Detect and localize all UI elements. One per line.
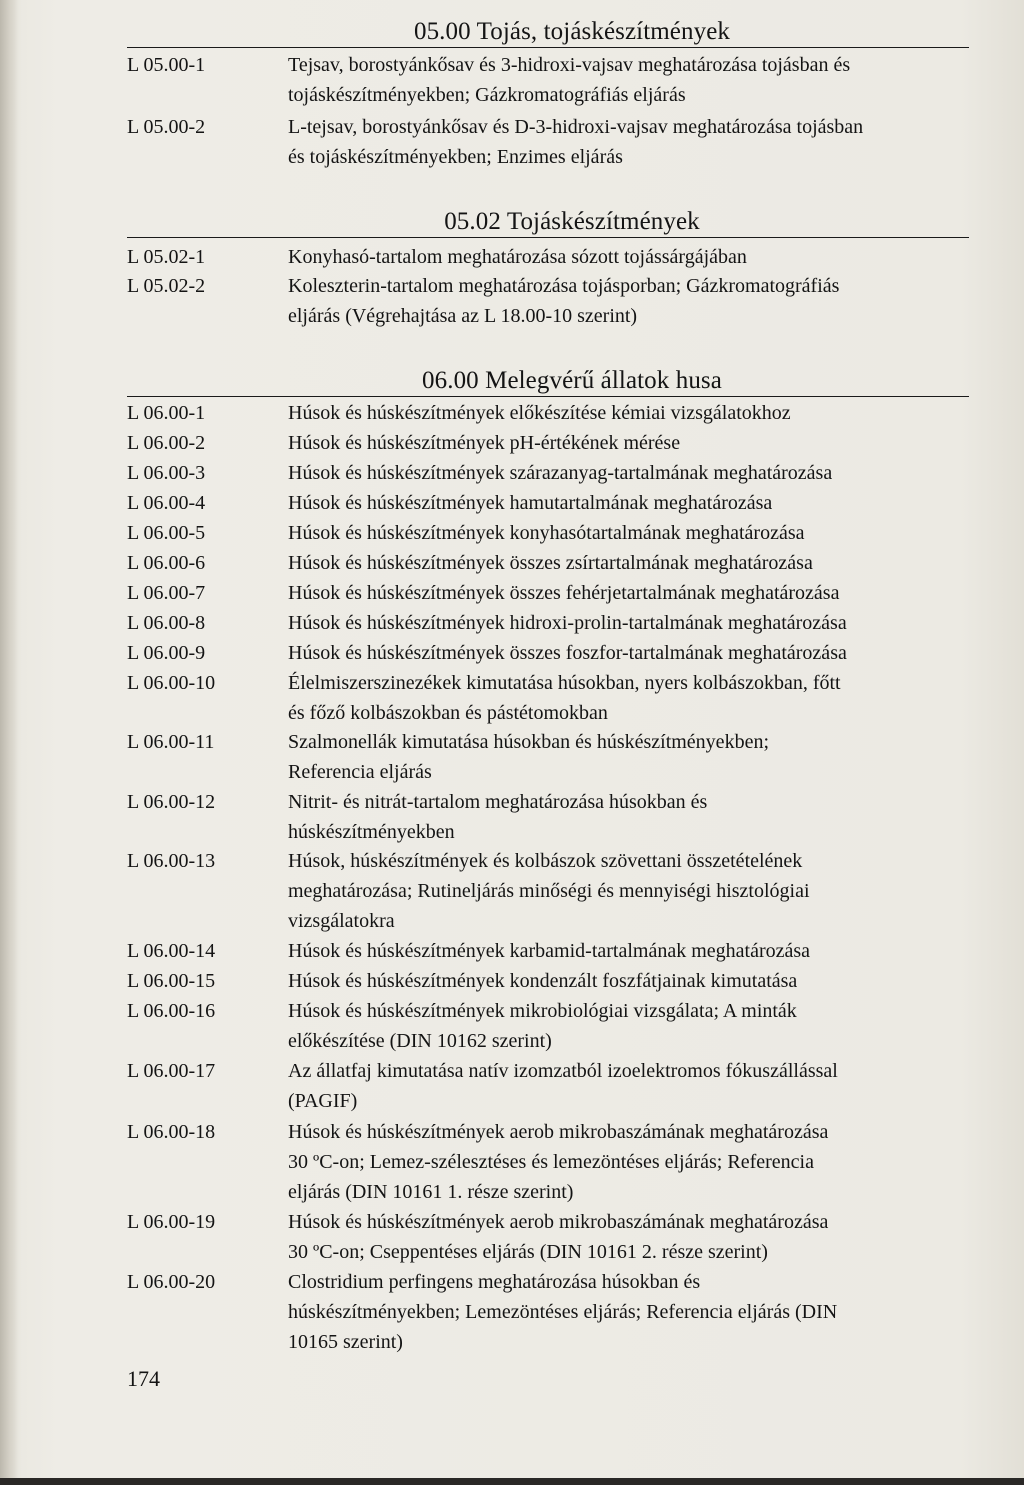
entry-code: L 06.00-19	[127, 1211, 216, 1233]
entry-description-line: Húsok és húskészítmények összes foszfor-tartalmának meghatározása	[288, 642, 847, 664]
section-heading-text: 05.00 Tojás, tojáskészítmények	[413, 18, 730, 45]
entry-description	[288, 112, 969, 172]
section-rule	[127, 47, 969, 48]
entry-code: L 06.00-7	[127, 582, 206, 604]
entry-description-line: Húsok és húskészítmények konyhasótartalmának meghatározása	[288, 522, 805, 544]
page-number: 174	[127, 1366, 160, 1391]
entry-code: L 06.00-11	[127, 731, 215, 753]
entry-code: L 06.00-20	[127, 1271, 216, 1293]
entry-description	[288, 518, 969, 548]
entry-description	[288, 548, 969, 578]
entry-description-line: meghatározása; Rutineljárás minőségi és mennyiségi hisztológiai	[288, 880, 810, 902]
entry-description-line: Élelmiszerszinezékek kimutatása húsokban, nyers kolbászokban, főtt	[288, 672, 841, 694]
section-heading-text: 05.02 Tojáskészítmények	[444, 208, 700, 235]
entry-description-line: Szalmonellák kimutatása húsokban és húskészítményekben;	[288, 731, 769, 753]
entry-description-line: (PAGIF)	[288, 1090, 358, 1112]
section-heading	[127, 207, 969, 237]
entry-description-line: Referencia eljárás	[288, 761, 432, 783]
entry-description-line: Húsok, húskészítmények és kolbászok szövettani összetételének	[288, 850, 803, 872]
entry-description	[288, 271, 969, 331]
entry-code: L 06.00-1	[127, 402, 206, 424]
entry-code: L 06.00-10	[127, 672, 216, 694]
section-heading	[127, 17, 969, 47]
entry-description-line: Húsok és húskészítmények pH-értékének mérése	[288, 432, 681, 454]
section-rule	[127, 396, 969, 397]
entry-description	[288, 458, 969, 488]
entry-description-line: Konyhasó-tartalom meghatározása sózott tojássárgájában	[288, 246, 747, 268]
entry-description	[288, 1117, 969, 1207]
entry-description-line: előkészítése (DIN 10162 szerint)	[288, 1030, 552, 1052]
entry-code: L 06.00-9	[127, 642, 206, 664]
entry-description	[288, 668, 969, 728]
entry-description-line: Húsok és húskészítmények aerob mikrobaszámának meghatározása	[288, 1211, 829, 1233]
entry-description-line: húskészítményekben	[288, 821, 455, 843]
entry-description-line: 10165 szerint)	[288, 1331, 403, 1353]
entry-description-line: tojáskészítményekben; Gázkromatográfiás eljárás	[288, 84, 686, 106]
entry-code: L 05.02-2	[127, 275, 206, 297]
entry-description-line: Tejsav, borostyánkősav és 3-hidroxi-vajsav meghatározása tojásban és	[288, 54, 851, 76]
entry-description-line: 30 ºC-on; Cseppentéses eljárás (DIN 10161 2. része szerint)	[288, 1241, 768, 1263]
entry-code: L 05.00-2	[127, 116, 206, 138]
section-heading	[127, 366, 969, 396]
entry-description	[288, 996, 969, 1056]
entry-description	[288, 1056, 969, 1116]
entry-description	[288, 428, 969, 458]
entry-description-line: Clostridium perfingens meghatározása húsokban és	[288, 1271, 701, 1293]
entry-description	[288, 398, 969, 428]
entry-description	[288, 966, 969, 996]
entry-code: L 05.00-1	[127, 54, 206, 76]
entry-description-line: Nitrit- és nitrát-tartalom meghatározása húsokban és	[288, 791, 708, 813]
entry-description-line: és tojáskészítményekben; Enzimes eljárás	[288, 146, 623, 168]
entry-description-line: L-tejsav, borostyánkősav és D-3-hidroxi-vajsav meghatározása tojásban	[288, 116, 864, 138]
entry-code: L 06.00-4	[127, 492, 206, 514]
entry-code: L 06.00-2	[127, 432, 206, 454]
entry-description	[288, 936, 969, 966]
entry-description	[288, 488, 969, 518]
entry-description-line: Húsok és húskészítmények összes fehérjetartalmának meghatározása	[288, 582, 840, 604]
entry-description	[288, 638, 969, 668]
entry-code: L 06.00-13	[127, 850, 216, 872]
section-heading-text: 06.00 Melegvérű állatok husa	[422, 367, 722, 394]
entry-description-line: Húsok és húskészítmények mikrobiológiai vizsgálata; A minták	[288, 1000, 797, 1022]
book-spine-shadow	[0, 0, 18, 1485]
entry-code: L 06.00-15	[127, 970, 216, 992]
entry-code: L 06.00-3	[127, 462, 206, 484]
entry-description-line: 30 ºC-on; Lemez-szélesztéses és lemezöntéses eljárás; Referencia	[288, 1151, 814, 1173]
entry-description-line: eljárás (Végrehajtása az L 18.00-10 szerint)	[288, 305, 638, 327]
page-bottom-edge	[0, 1478, 1024, 1485]
entry-code: L 06.00-14	[127, 940, 216, 962]
entry-description	[288, 50, 969, 110]
entry-code: L 05.02-1	[127, 246, 206, 268]
entry-code: L 06.00-6	[127, 552, 206, 574]
entry-description-line: Húsok és húskészítmények aerob mikrobaszámának meghatározása	[288, 1121, 829, 1143]
section-rule	[127, 237, 969, 238]
entry-description-line: húskészítményekben; Lemezöntéses eljárás; Referencia eljárás (DIN	[288, 1301, 838, 1323]
entry-description-line: Húsok és húskészítmények hamutartalmának meghatározása	[288, 492, 773, 514]
entry-description	[288, 727, 969, 787]
entry-description-line: eljárás (DIN 10161 1. része szerint)	[288, 1181, 574, 1203]
entry-code: L 06.00-18	[127, 1121, 216, 1143]
entry-description-line: Húsok és húskészítmények szárazanyag-tartalmának meghatározása	[288, 462, 833, 484]
entry-code: L 06.00-17	[127, 1060, 216, 1082]
entry-code: L 06.00-8	[127, 612, 206, 634]
entry-description	[288, 787, 969, 847]
entry-code: L 06.00-12	[127, 791, 216, 813]
entry-description	[288, 1267, 969, 1357]
entry-description-line: Az állatfaj kimutatása natív izomzatból izoelektromos fókuszállással	[288, 1060, 838, 1082]
entry-description	[288, 578, 969, 608]
entry-description	[288, 1207, 969, 1267]
entry-description-line: Húsok és húskészítmények összes zsírtartalmának meghatározása	[288, 552, 813, 574]
entry-code: L 06.00-16	[127, 1000, 216, 1022]
entry-description-line: Húsok és húskészítmények kondenzált foszfátjainak kimutatása	[288, 970, 798, 992]
entry-description-line: vizsgálatokra	[288, 910, 395, 932]
entry-description-line: Húsok és húskészítmények előkészítése kémiai vizsgálatokhoz	[288, 402, 791, 424]
entry-description	[288, 608, 969, 638]
entry-description-line: Koleszterin-tartalom meghatározása tojásporban; Gázkromatográfiás	[288, 275, 840, 297]
entry-description-line: és főző kolbászokban és pástétomokban	[288, 702, 608, 724]
entry-code: L 06.00-5	[127, 522, 206, 544]
entry-description	[288, 242, 969, 272]
entry-description-line: Húsok és húskészítmények karbamid-tartalmának meghatározása	[288, 940, 811, 962]
entry-description	[288, 846, 969, 936]
entry-description-line: Húsok és húskészítmények hidroxi-prolin-tartalmának meghatározása	[288, 612, 847, 634]
